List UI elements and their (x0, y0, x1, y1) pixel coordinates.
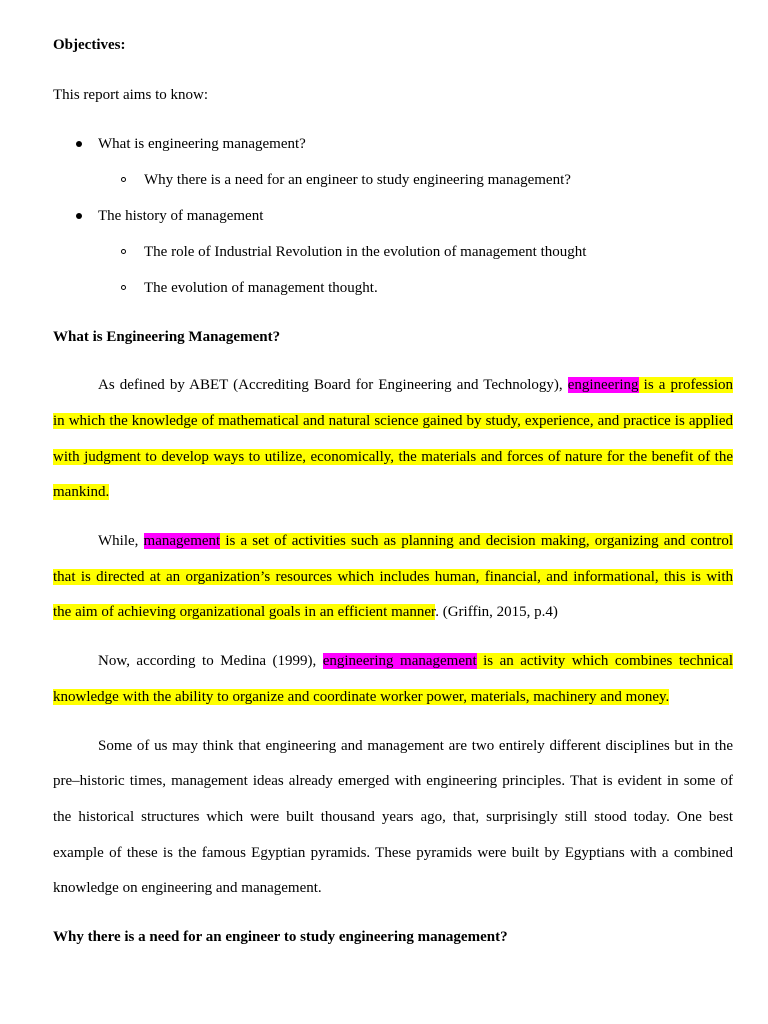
text-run: is an activity which combines technical (483, 653, 733, 669)
highlighted-term: management (143, 533, 221, 549)
highlighted-text: with judgment to develop ways to utilize, economically, the materials and forces of nature for the benefit of the (53, 449, 733, 465)
highlighted-text: mankind. (53, 484, 110, 500)
paragraph-line (98, 532, 733, 550)
text-run: As defined by ABET (Accrediting Board for Engineering and Technology), (98, 377, 563, 393)
paragraph-line: example of these is the famous Egyptian pyramids. These pyramids were built by Egyptians with a combined (53, 845, 733, 861)
highlighted-text (477, 653, 733, 669)
paragraph-line (98, 376, 733, 394)
highlighted-term: engineering (567, 377, 639, 393)
objective-item: What is engineering management? (98, 136, 306, 152)
paragraph-line: the historical structures which were built thousand years ago, that, surprisingly still stood today. One best (53, 809, 733, 825)
text-run: is a set of activities such as planning and decision making, organizing and control (225, 533, 734, 549)
bullet-circle-icon (121, 285, 126, 290)
highlighted-text: in which the knowledge of mathematical and natural science gained by study, experience, and practice is applied (53, 413, 733, 429)
highlighted-term: engineering management (322, 653, 477, 669)
paragraph-line (98, 652, 733, 670)
objectives-intro: This report aims to know: (53, 87, 208, 103)
paragraph-line (53, 412, 733, 430)
citation-text: . (Griffin, 2015, p.4) (435, 604, 558, 620)
text-run: is a profession (643, 377, 734, 393)
objective-item: The history of management (98, 208, 264, 224)
bullet-disc-icon (76, 141, 82, 147)
paragraph-line (53, 568, 733, 586)
objective-subitem: The evolution of management thought. (144, 280, 378, 296)
highlighted-text: knowledge with the ability to organize and coordinate worker power, materials, machinery and money. (53, 689, 670, 705)
section-heading: What is Engineering Management? (53, 329, 281, 345)
paragraph-line (53, 603, 558, 621)
paragraph-line: knowledge on engineering and management. (53, 880, 322, 896)
text-run: Now, according to Medina (1999), (98, 653, 317, 669)
objective-subitem: The role of Industrial Revolution in the evolution of management thought (144, 244, 587, 260)
objectives-heading: Objectives: (53, 37, 126, 53)
highlighted-text (639, 377, 733, 393)
paragraph-line: pre–historic times, management ideas already emerged with engineering principles. That is evident in some of (53, 773, 733, 789)
highlighted-text (220, 533, 733, 549)
highlighted-text: that is directed at an organization’s resources which includes human, financial, and informational, this is with (53, 569, 733, 585)
bullet-disc-icon (76, 213, 82, 219)
paragraph-line: Some of us may think that engineering and management are two entirely different disciplines but in the (98, 738, 733, 754)
paragraph-line (53, 688, 669, 706)
bullet-circle-icon (121, 249, 126, 254)
highlighted-text: the aim of achieving organizational goals in an efficient manner (53, 604, 436, 620)
paragraph-line (53, 448, 733, 466)
text-run: While, (98, 533, 139, 549)
section-heading: Why there is a need for an engineer to study engineering management? (53, 929, 508, 945)
paragraph-line (53, 483, 109, 501)
objective-subitem: Why there is a need for an engineer to study engineering management? (144, 172, 571, 188)
bullet-circle-icon (121, 177, 126, 182)
